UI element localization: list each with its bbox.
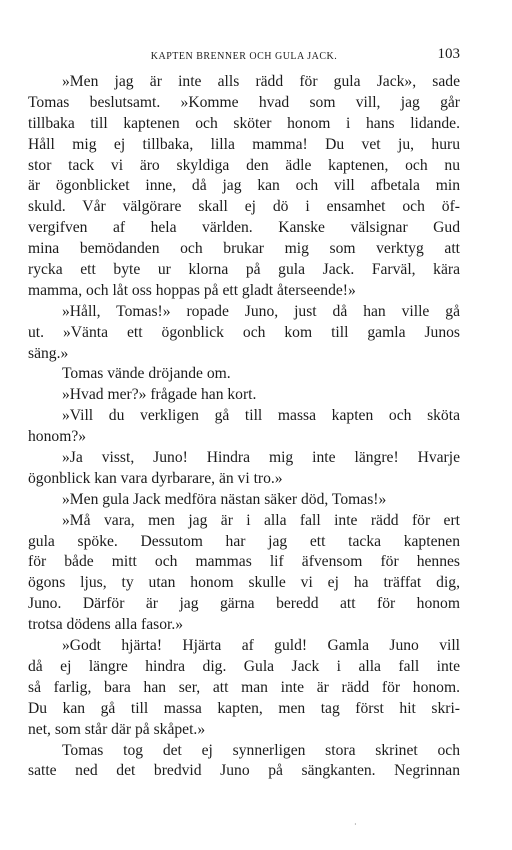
text-line: rycka ett byte ur klorna på gula Jack. Farväl, kära bbox=[28, 261, 460, 279]
text-line: för både mitt och mammas lif äfvensom för hennes bbox=[28, 553, 460, 571]
page-number: 103 bbox=[437, 46, 460, 62]
text-line: så farlig, bara han ser, att man inte är rädd för honom. bbox=[28, 678, 460, 696]
text-line: Du kan gå till massa kapten, men tag först hit skri- bbox=[28, 699, 460, 717]
text-line: tillbaka till kaptenen och sköter honom i hans lidande. bbox=[28, 114, 460, 132]
body-text bbox=[28, 72, 460, 782]
text-line: stor tack vi äro skyldiga den ädle kaptenen, och nu bbox=[28, 156, 460, 174]
text-line: »Håll, Tomas!» ropade Juno, just då han ville gå bbox=[62, 302, 460, 320]
text-line: ut. »Vänta ett ögonblick och kom till gamla Junos bbox=[28, 323, 460, 341]
text-line: »Men jag är inte alls rädd för gula Jack», sade bbox=[62, 73, 460, 90]
text-line: »Men gula Jack medföra nästan säker död, Tomas!» bbox=[62, 490, 387, 508]
text-line: ögons ljus, ty utan honom skulle vi ej ha träffat dig, bbox=[28, 574, 460, 592]
text-line: Tomas vände dröjande om. bbox=[62, 365, 231, 383]
text-line: »Godt hjärta! Hjärta af guld! Gamla Juno vill bbox=[62, 637, 460, 655]
text-line: trotsa dödens alla fasor.» bbox=[28, 616, 184, 634]
text-line: satte ned det bredvid Juno på sängkanten. Negrinnan bbox=[28, 762, 460, 780]
text-line: mamma, och låt oss hoppas på ett gladt återseende!» bbox=[28, 281, 356, 299]
text-line: Juno. Därför är jag gärna beredd att för honom bbox=[28, 595, 460, 613]
page-header bbox=[28, 46, 460, 66]
text-line: ögonblick kan vara dyrbarare, än vi tro.» bbox=[28, 469, 283, 487]
text-line: Tomas tog det ej synnerligen stora skrinet och bbox=[62, 741, 460, 759]
text-line: gula spöke. Dessutom har jag ett tacka kaptenen bbox=[28, 532, 460, 550]
print-speck: · bbox=[354, 820, 357, 829]
running-title: KAPTEN BRENNER OCH GULA JACK. bbox=[150, 51, 338, 62]
text-line: Håll mig ej tillbaka, lilla mamma! Du vet ju, huru bbox=[28, 135, 460, 153]
text-line: skuld. Vår välgörare skall ej dö i ensamhet och öf- bbox=[28, 198, 460, 216]
text-line: »Ja visst, Juno! Hindra mig inte längre! Hvarje bbox=[62, 449, 460, 467]
text-line: »Må vara, men jag är i alla fall inte rädd för ert bbox=[62, 511, 460, 529]
text-line: Tomas beslutsamt. »Komme hvad som vill, jag går bbox=[28, 93, 460, 111]
text-line: mina bemödanden och brukar mig som verktyg att bbox=[28, 240, 460, 258]
text-line: »Vill du verkligen gå till massa kapten och sköta bbox=[62, 407, 460, 425]
text-line: vergifven af hela världen. Kanske välsignar Gud bbox=[28, 219, 460, 237]
text-line: honom?» bbox=[28, 428, 87, 446]
text-line: är ögonblicket inne, då jag kan och vill afbetala min bbox=[28, 177, 460, 195]
text-line: net, som står där på skåpet.» bbox=[28, 720, 206, 738]
text-line: säng.» bbox=[28, 344, 69, 362]
text-line: »Hvad mer?» frågade han kort. bbox=[62, 386, 257, 404]
text-line: då ej längre hindra dig. Gula Jack i alla fall inte bbox=[28, 657, 460, 675]
